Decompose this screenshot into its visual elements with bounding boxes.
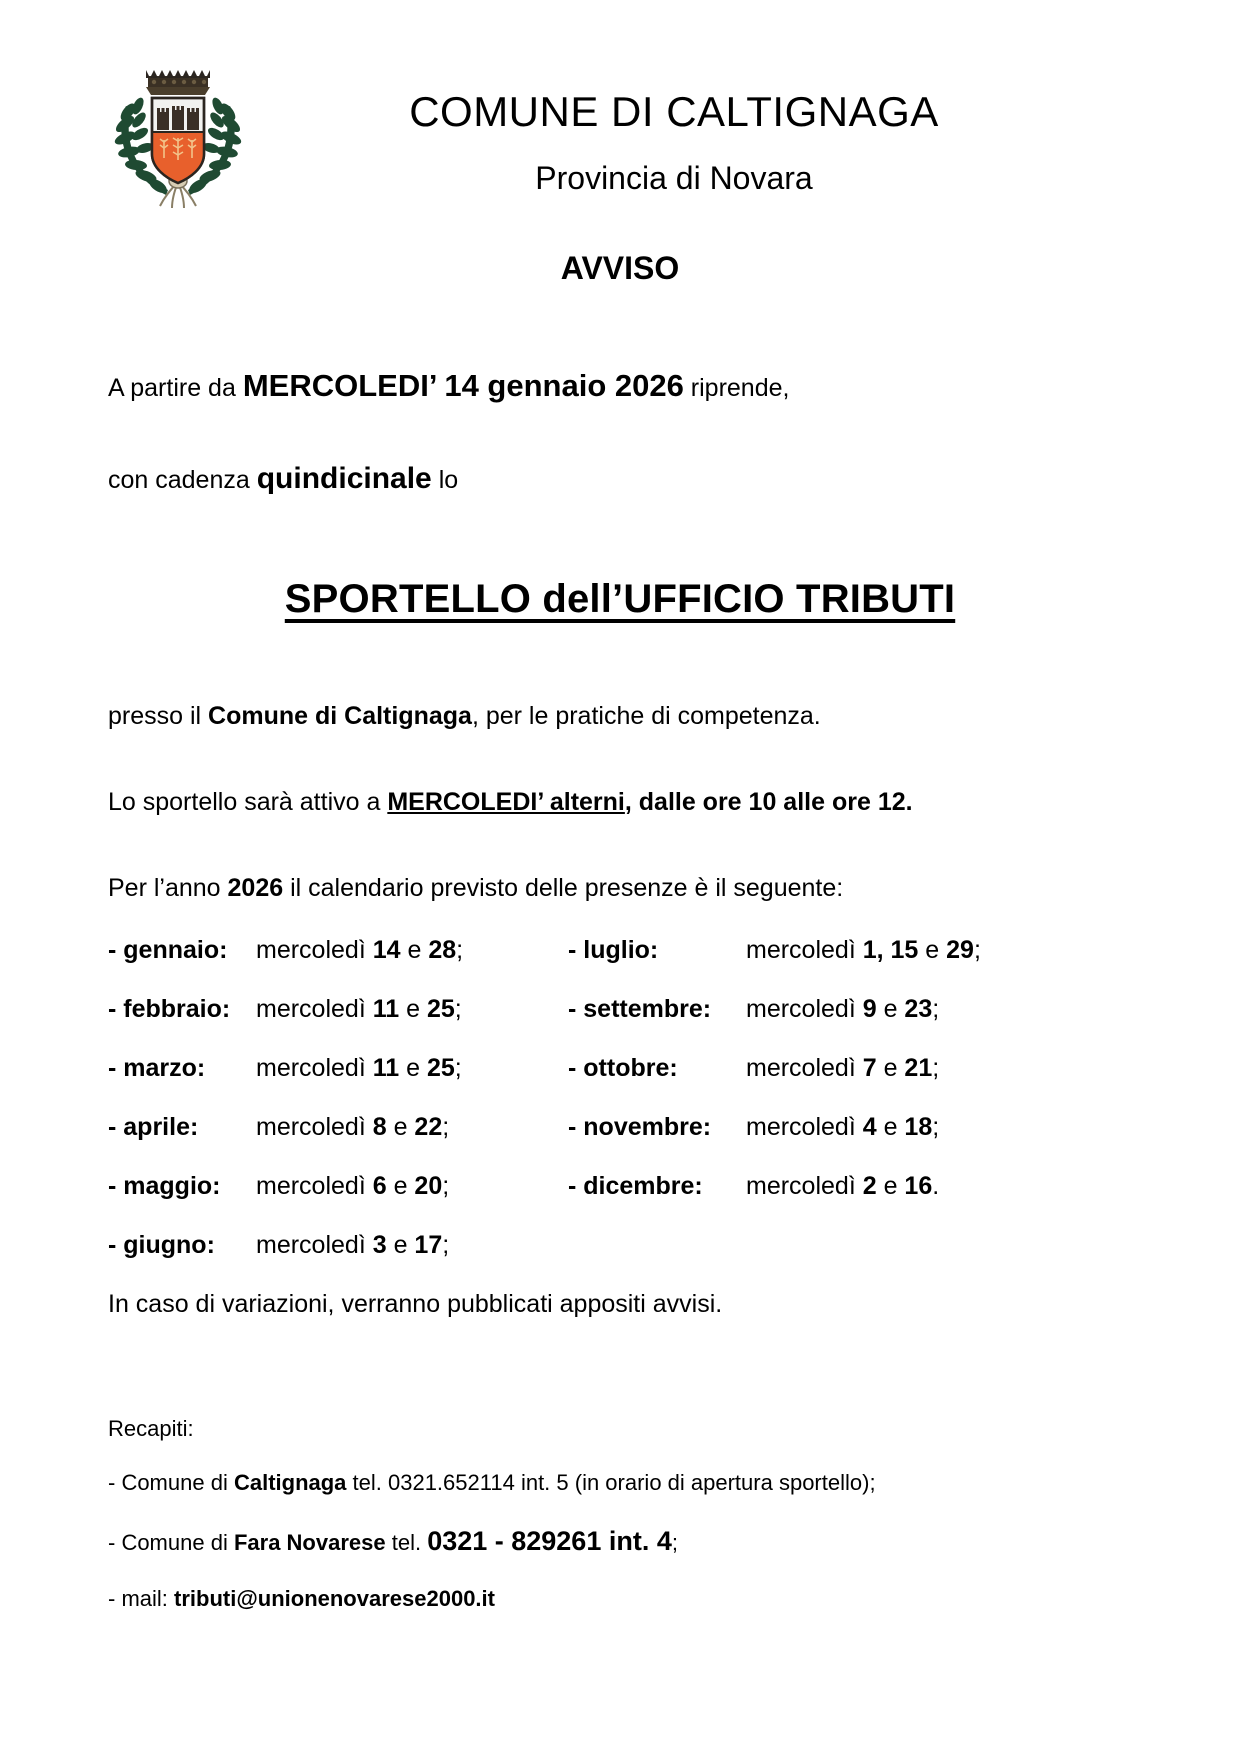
orari-mercoledi-alterni: MERCOLEDI’ alterni bbox=[387, 788, 625, 817]
presso-post: , per le pratiche di competenza. bbox=[471, 702, 821, 731]
contact-1-post: tel. 0321.652114 int. 5 (in orario di apertura sportello); bbox=[346, 1470, 876, 1496]
contact-2-pre: - Comune di bbox=[108, 1529, 234, 1555]
coat-of-arms bbox=[108, 62, 258, 212]
calendar-row bbox=[108, 1054, 1132, 1083]
province-subtitle: Provincia di Novara bbox=[535, 160, 813, 197]
orari-mid: , dalle ore bbox=[624, 788, 749, 817]
date-1: 11 bbox=[372, 994, 400, 1023]
orari-line bbox=[108, 786, 1132, 820]
contact-1-pre: - Comune di bbox=[108, 1470, 234, 1496]
calendar-entry-novembre bbox=[568, 1113, 1132, 1142]
weekday-label: mercoledì bbox=[256, 1112, 373, 1141]
orari-ora-fine: 12 bbox=[877, 788, 906, 817]
intro-line-1 bbox=[108, 365, 1132, 407]
weekday-label: mercoledì bbox=[746, 994, 863, 1023]
month-dates bbox=[746, 1054, 939, 1083]
month-label: - settembre: bbox=[568, 994, 712, 1023]
calendar-list bbox=[108, 936, 1132, 1260]
date-end: ; bbox=[454, 1053, 462, 1082]
date-1: 6 bbox=[372, 1171, 387, 1200]
date-end: ; bbox=[456, 935, 464, 964]
date-end: ; bbox=[973, 935, 981, 964]
orari-end: . bbox=[905, 788, 913, 817]
month-label: - giugno: bbox=[108, 1230, 215, 1259]
date-sep: e bbox=[876, 1171, 905, 1200]
month-dates bbox=[746, 1172, 939, 1201]
month-dates bbox=[256, 995, 462, 1024]
date-1: 1, 15 bbox=[862, 935, 919, 964]
calendar-entry-aprile bbox=[108, 1113, 568, 1142]
weekday-label: mercoledì bbox=[746, 1171, 863, 1200]
date-2: 28 bbox=[428, 935, 457, 964]
calendar-entry-maggio bbox=[108, 1172, 568, 1201]
weekday-label: mercoledì bbox=[256, 1053, 373, 1082]
date-sep: e bbox=[386, 1171, 415, 1200]
calendar-entry-ottobre bbox=[568, 1054, 1132, 1083]
variations-note: In caso di variazioni, verranno pubblicati appositi avvisi. bbox=[108, 1289, 723, 1318]
date-sep: e bbox=[876, 994, 905, 1023]
month-dates bbox=[746, 1113, 939, 1142]
orari-mid-2: alle ore bbox=[776, 788, 878, 817]
presso-pre: presso il bbox=[108, 702, 209, 731]
intro-1-bold: MERCOLEDI’ 14 gennaio 2026 bbox=[242, 368, 684, 403]
weekday-label: mercoledì bbox=[746, 1112, 863, 1141]
calendar-entry-luglio bbox=[568, 936, 1132, 965]
date-end: . bbox=[932, 1171, 940, 1200]
month-dates bbox=[256, 1054, 462, 1083]
date-2: 25 bbox=[426, 994, 455, 1023]
contact-3-pre: - mail: bbox=[108, 1585, 174, 1611]
month-label: - dicembre: bbox=[568, 1171, 703, 1200]
contact-2-mid: tel. bbox=[385, 1529, 428, 1555]
date-2: 16 bbox=[904, 1171, 933, 1200]
calendar-entry-marzo bbox=[108, 1054, 568, 1083]
date-sep: e bbox=[876, 1112, 905, 1141]
date-2: 25 bbox=[426, 1053, 455, 1082]
notice-label: AVVISO bbox=[560, 250, 680, 286]
weekday-label: mercoledì bbox=[746, 1053, 863, 1082]
intro-line-2 bbox=[108, 459, 1132, 500]
month-dates bbox=[746, 936, 981, 965]
date-1: 8 bbox=[372, 1112, 387, 1141]
contact-1-bold: Caltignaga bbox=[233, 1470, 347, 1496]
contact-2-end: ; bbox=[671, 1529, 678, 1555]
contact-mail bbox=[108, 1585, 1132, 1614]
date-1: 11 bbox=[372, 1053, 400, 1082]
date-end: ; bbox=[454, 994, 462, 1023]
presso-bold: Comune di Caltignaga bbox=[208, 702, 472, 731]
date-2: 21 bbox=[904, 1053, 933, 1082]
date-end: ; bbox=[932, 1053, 940, 1082]
intro-2-pre: con cadenza bbox=[108, 465, 257, 494]
date-sep: e bbox=[386, 1230, 415, 1259]
month-label: - marzo: bbox=[108, 1053, 206, 1082]
calendar-entry-giugno bbox=[108, 1231, 568, 1260]
date-2: 17 bbox=[414, 1230, 443, 1259]
weekday-label: mercoledì bbox=[746, 935, 863, 964]
date-2: 23 bbox=[904, 994, 933, 1023]
calendar-row bbox=[108, 1113, 1132, 1142]
page-title: COMUNE DI CALTIGNAGA bbox=[409, 88, 939, 135]
month-label: - gennaio: bbox=[108, 935, 228, 964]
header-titles bbox=[258, 62, 1240, 197]
date-end: ; bbox=[442, 1171, 450, 1200]
month-dates bbox=[256, 1113, 449, 1142]
date-sep: e bbox=[400, 935, 429, 964]
calendar-intro-line bbox=[108, 872, 1132, 906]
coat-of-arms-icon bbox=[108, 62, 248, 212]
calendar-row bbox=[108, 1231, 1132, 1260]
date-end: ; bbox=[442, 1112, 450, 1141]
month-label: - novembre: bbox=[568, 1112, 712, 1141]
presso-line bbox=[108, 700, 1132, 734]
document-header bbox=[0, 0, 1240, 212]
month-label: - ottobre: bbox=[568, 1053, 678, 1082]
cal-intro-year: 2026 bbox=[227, 873, 284, 902]
month-dates bbox=[746, 995, 939, 1024]
weekday-label: mercoledì bbox=[256, 1171, 373, 1200]
weekday-label: mercoledì bbox=[256, 935, 373, 964]
month-label: - luglio: bbox=[568, 935, 659, 964]
date-1: 4 bbox=[862, 1112, 877, 1141]
date-1: 7 bbox=[862, 1053, 877, 1082]
date-sep: e bbox=[399, 1053, 427, 1082]
date-2: 22 bbox=[414, 1112, 443, 1141]
intro-2-post: lo bbox=[431, 465, 459, 494]
contacts-heading: Recapiti: bbox=[108, 1415, 194, 1441]
month-dates bbox=[256, 1172, 449, 1201]
orari-pre: Lo sportello sarà attivo a bbox=[108, 788, 388, 817]
calendar-entry-febbraio bbox=[108, 995, 568, 1024]
month-dates bbox=[256, 936, 463, 965]
date-2: 18 bbox=[904, 1112, 933, 1141]
contact-fara-novarese bbox=[108, 1524, 1132, 1559]
intro-1-post: riprende, bbox=[683, 374, 790, 402]
month-label: - aprile: bbox=[108, 1112, 199, 1141]
month-label: - febbraio: bbox=[108, 994, 231, 1023]
orari-ora-inizio: 10 bbox=[748, 788, 777, 817]
date-end: ; bbox=[932, 1112, 940, 1141]
contact-caltignaga bbox=[108, 1469, 1132, 1498]
date-sep: e bbox=[876, 1053, 905, 1082]
calendar-row bbox=[108, 1172, 1132, 1201]
weekday-label: mercoledì bbox=[256, 994, 373, 1023]
date-2: 20 bbox=[414, 1171, 443, 1200]
date-1: 14 bbox=[372, 935, 401, 964]
calendar-entry-dicembre bbox=[568, 1172, 1132, 1201]
intro-2-bold: quindicinale bbox=[256, 461, 432, 495]
calendar-row bbox=[108, 936, 1132, 965]
date-2: 29 bbox=[946, 935, 974, 964]
contact-2-bold: Fara Novarese bbox=[233, 1529, 386, 1555]
date-1: 9 bbox=[862, 994, 877, 1023]
date-end: ; bbox=[932, 994, 940, 1023]
calendar-entry-settembre bbox=[568, 995, 1132, 1024]
date-sep: e bbox=[918, 935, 947, 964]
weekday-label: mercoledì bbox=[256, 1230, 373, 1259]
contact-3-email: tributi@unionenovarese2000.it bbox=[174, 1585, 495, 1611]
month-label: - maggio: bbox=[108, 1171, 221, 1200]
date-1: 2 bbox=[862, 1171, 877, 1200]
calendar-row bbox=[108, 995, 1132, 1024]
date-end: ; bbox=[442, 1230, 450, 1259]
calendar-entry-gennaio bbox=[108, 936, 568, 965]
contact-2-phone: 0321 - 829261 int. 4 bbox=[427, 1525, 672, 1556]
intro-1-pre: A partire da bbox=[108, 374, 243, 402]
sportello-title: SPORTELLO dell’UFFICIO TRIBUTI bbox=[284, 577, 956, 622]
cal-intro-pre: Per l’anno bbox=[108, 873, 228, 902]
crown-icon bbox=[146, 70, 210, 95]
shield-icon bbox=[152, 98, 204, 183]
contacts-section bbox=[108, 1415, 1132, 1614]
date-sep: e bbox=[399, 994, 427, 1023]
date-1: 3 bbox=[372, 1230, 387, 1259]
date-sep: e bbox=[386, 1112, 415, 1141]
document-body bbox=[0, 287, 1240, 1613]
month-dates bbox=[256, 1231, 449, 1260]
cal-intro-post: il calendario previsto delle presenze è il seguente: bbox=[283, 873, 844, 902]
